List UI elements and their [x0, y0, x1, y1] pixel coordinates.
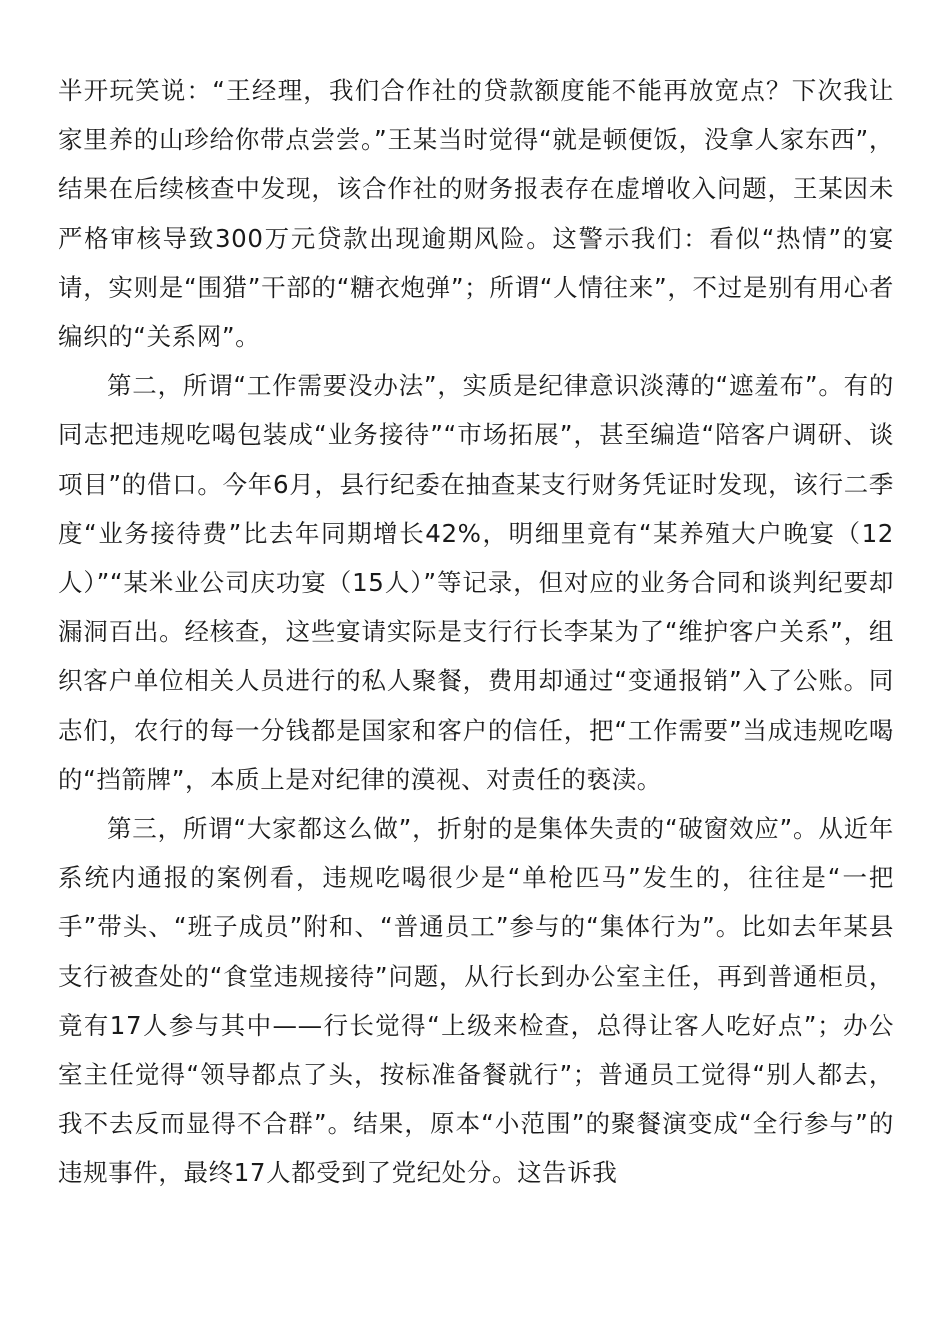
paragraph-point-three: 第三，所谓“大家都这么做”，折射的是集体失责的“破窗效应”。从近年系统内通报的案例看，违规吃喝很少是“单枪匹马”发生的，往往是“一把手”带头、“班子成员”附和、“普通员工”参与的“集体行为”。比如去年某县支行被查处的“食堂违规接待”问题，从行长到办公室主任，再到普通柜员，竟有17人参与其中——行长觉得“上级来检查，总得让客人吃好点”；办公室主任觉得“领导都点了头，按标准备餐就行”；普通员工觉得“别人都去，我不去反而显得不合群”。结果，原本“小范围”的聚餐演变成“全行参与”的违规事件，最终17人都受到了党纪处分。这告诉我 [58, 814, 894, 1188]
paragraph-point-two: 第二，所谓“工作需要没办法”，实质是纪律意识淡薄的“遮羞布”。有的同志把违规吃喝包装成“业务接待”“市场拓展”，甚至编造“陪客户调研、谈项目”的借口。今年6月，县行纪委在抽查某支行财务凭证时发现，该行二季度“业务接待费”比去年同期增长42%，明细里竟有“某养殖大户晚宴（12人）”“某米业公司庆功宴（15人）”等记录，但对应的业务合同和谈判纪要却漏洞百出。经核查，这些宴请实际是支行行长李某为了“维护客户关系”，组织客户单位相关人员进行的私人聚餐，费用却通过“变通报销”入了公账。同志们，农行的每一分钱都是国家和客户的信任，把“工作需要”当成违规吃喝的“挡箭牌”，本质上是对纪律的漠视、对责任的亵渎。 [58, 371, 894, 794]
paragraph-case-wang: 半开玩笑说：“王经理，我们合作社的贷款额度能不能再放宽点？下次我让家里养的山珍给你带点尝尝。”王某当时觉得“就是顿便饭，没拿人家东西”，结果在后续核查中发现，该合作社的财务报表存在虚增收入问题，王某因未严格审核导致300万元贷款出现逾期风险。这警示我们：看似“热情”的宴请，实则是“围猎”干部的“糖衣炮弹”；所谓“人情往来”，不过是别有用心者编织的“关系网”。 [58, 76, 894, 352]
document-body [58, 66, 894, 1198]
